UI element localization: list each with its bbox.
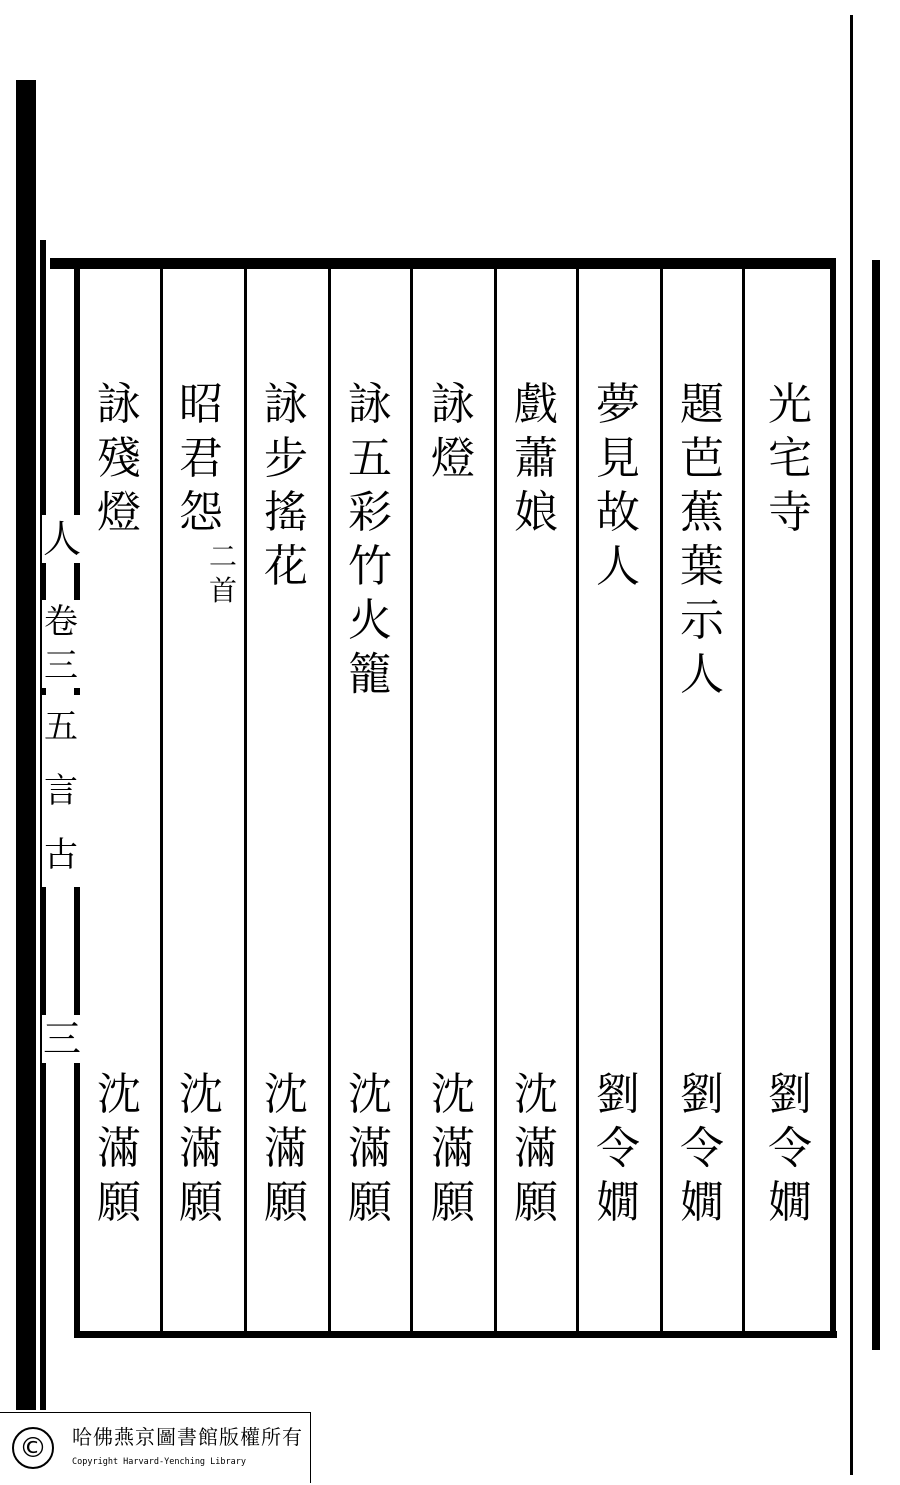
poem-author: 劉 令 嫺 — [596, 1069, 640, 1228]
frame-bottom-border — [74, 1331, 837, 1338]
column-rule — [576, 266, 579, 1334]
poem-title: 光 宅 寺 — [768, 379, 812, 538]
column-rule — [244, 266, 247, 1334]
poem-author: 沈 滿 願 — [431, 1069, 475, 1228]
poem-count-note: 二首 — [208, 540, 237, 607]
margin-page-number: 三 — [42, 1017, 81, 1061]
poem-author: 沈 滿 願 — [97, 1069, 141, 1228]
copyright-stamp — [0, 1412, 311, 1483]
poem-author: 劉 令 嫺 — [768, 1069, 812, 1228]
column-rule — [160, 266, 163, 1334]
column-rule — [660, 266, 663, 1334]
book-spine-shadow — [16, 80, 36, 1410]
frame-right-border — [830, 258, 836, 1338]
margin-volume: 卷三 — [44, 602, 78, 686]
poem-author: 沈 滿 願 — [179, 1069, 223, 1228]
page-right-edge — [850, 15, 853, 1475]
poem-author: 沈 滿 願 — [264, 1069, 308, 1228]
copyright-english: Copyright Harvard-Yenching Library — [72, 1457, 246, 1467]
poem-title: 詠 步 搖 花 — [264, 379, 308, 592]
poem-title: 昭 君 怨 — [179, 379, 223, 538]
column-rule — [410, 266, 413, 1334]
copyright-chinese: 哈佛燕京圖書館版權所有 — [72, 1425, 303, 1449]
poem-title: 詠 燈 — [431, 379, 475, 484]
page-right-border — [872, 260, 880, 1350]
column-rule — [328, 266, 331, 1334]
frame-top-border — [50, 258, 835, 269]
copyright-icon: © — [12, 1427, 54, 1469]
poem-title: 詠 殘 燈 — [97, 379, 141, 538]
column-rule — [742, 266, 745, 1334]
poem-author: 沈 滿 願 — [348, 1069, 392, 1228]
margin-section: 五言古 — [42, 695, 80, 887]
poem-author: 劉 令 嫺 — [680, 1069, 724, 1228]
poem-title: 夢 見 故 人 — [596, 379, 640, 592]
margin-char: 人 — [42, 517, 81, 561]
poem-title: 詠 五 彩 竹 火 籠 — [348, 379, 392, 700]
poem-title: 戲 蕭 娘 — [514, 379, 558, 538]
poem-author: 沈 滿 願 — [514, 1069, 558, 1228]
poem-title: 題 芭 蕉 葉 示 人 — [680, 379, 724, 700]
column-rule — [494, 266, 497, 1334]
